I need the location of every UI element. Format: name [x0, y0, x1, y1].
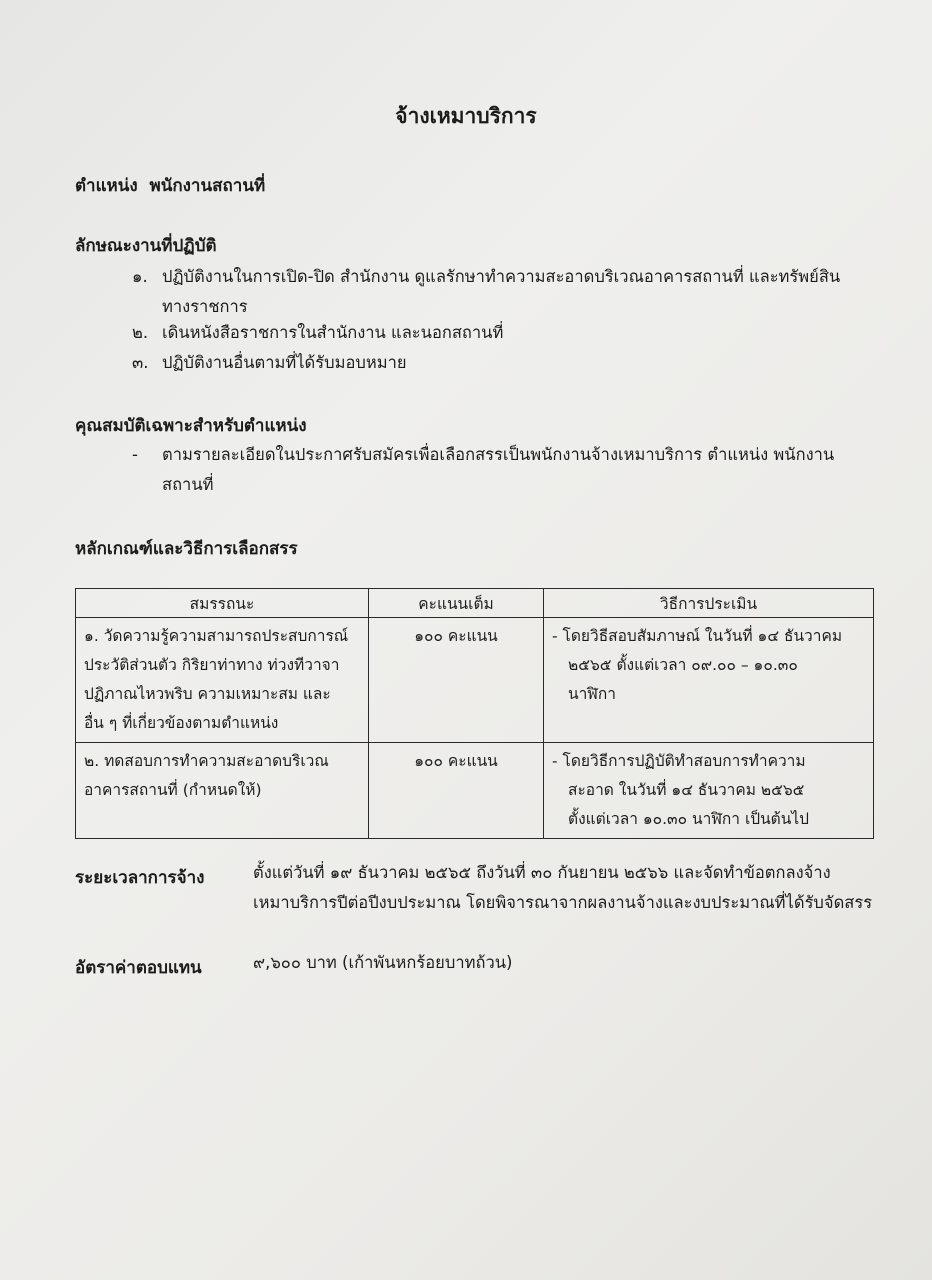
- period-line: ตั้งแต่วันที่ ๑๙ ธันวาคม ๒๕๖๕ ถึงวันที่ ๓๐ กันยายน ๒๕๖๖ และจัดทำข้อตกลงจ้าง: [253, 863, 831, 882]
- position-label: ตำแหน่ง: [75, 176, 138, 196]
- qualifications-line: สถานที่: [162, 475, 214, 494]
- table-row: [76, 743, 874, 839]
- document-title: จ้างเหมาบริการ: [395, 104, 537, 128]
- score-cell: ๑๐๐ คะแนน: [369, 618, 544, 743]
- column-header-competency: สมรรถนะ: [76, 589, 369, 618]
- method-cell: [544, 618, 874, 743]
- cell-line: ๑. วัดความรู้ความสามารถประสบการณ์: [84, 627, 349, 645]
- duties-heading: ลักษณะงานที่ปฏิบัติ: [75, 236, 217, 256]
- cell-line: สะอาด ในวันที่ ๑๔ ธันวาคม ๒๕๖๕: [568, 781, 805, 799]
- cell-line: ๒๕๖๕ ตั้งแต่เวลา ๐๙.๐๐ – ๑๐.๓๐: [568, 656, 798, 674]
- cell-line: ๒. ทดสอบการทำความสะอาดบริเวณ: [84, 752, 329, 770]
- cell-line: นาฬิกา: [568, 685, 616, 703]
- cell-line: ปฏิภาณไหวพริบ ความเหมาะสม และ: [84, 685, 331, 703]
- qualifications-line: ตามรายละเอียดในประกาศรับสมัครเพื่อเลือกสรรเป็นพนักงานจ้างเหมาบริการ ตำแหน่ง พนักงาน: [162, 445, 835, 464]
- cell-line: ประวัติส่วนตัว กิริยาท่าทาง ท่วงทีวาจา: [84, 656, 340, 674]
- table-header-row: [76, 589, 874, 618]
- duty-number: ๑.: [132, 267, 148, 286]
- position-line: [75, 172, 265, 199]
- compensation-value: ๙,๖๐๐ บาท (เก้าพันหกร้อยบาทถ้วน): [253, 953, 513, 972]
- table-row: [76, 618, 874, 743]
- column-header-method: วิธีการประเมิน: [544, 589, 874, 618]
- column-header-score: คะแนนเต็ม: [369, 589, 544, 618]
- score-cell: ๑๐๐ คะแนน: [369, 743, 544, 839]
- duty-item: เดินหนังสือราชการในสำนักงาน และนอกสถานที่: [162, 323, 504, 342]
- cell-line: ตั้งแต่เวลา ๑๐.๓๐ นาฬิกา เป็นต้นไป: [568, 810, 809, 828]
- duty-line: ทางราชการ: [162, 297, 248, 316]
- period-line: เหมาบริการปีต่อปีงบประมาณ โดยพิจารณาจากผลงานจ้างและงบประมาณที่ได้รับจัดสรร: [253, 893, 873, 912]
- duty-item: ปฏิบัติงานอื่นตามที่ได้รับมอบหมาย: [162, 353, 407, 372]
- duty-line: ปฏิบัติงานในการเปิด-ปิด สำนักงาน ดูแลรักษาทำความสะอาดบริเวณอาคารสถานที่ และทรัพย์สิน: [162, 267, 841, 286]
- duty-item: [162, 262, 840, 322]
- criteria-heading: หลักเกณฑ์และวิธีการเลือกสรร: [75, 539, 298, 559]
- criteria-table: [75, 588, 874, 839]
- cell-line: อาคารสถานที่ (กำหนดให้): [84, 781, 262, 799]
- position-value: พนักงานสถานที่: [149, 176, 266, 196]
- period-label: ระยะเวลาการจ้าง: [75, 868, 205, 888]
- cell-line: อื่น ๆ ที่เกี่ยวข้องตามตำแหน่ง: [84, 714, 279, 732]
- period-text: [253, 858, 872, 918]
- duty-number: ๒.: [132, 323, 149, 342]
- qualifications-heading: คุณสมบัติเฉพาะสำหรับตำแหน่ง: [75, 416, 307, 436]
- qualifications-text: [162, 440, 834, 500]
- cell-line: - โดยวิธีสอบสัมภาษณ์ ในวันที่ ๑๔ ธันวาคม: [552, 627, 843, 645]
- compensation-label: อัตราค่าตอบแทน: [75, 958, 202, 978]
- method-cell: [544, 743, 874, 839]
- bullet-dash: -: [132, 445, 138, 464]
- competency-cell: [76, 618, 369, 743]
- competency-cell: [76, 743, 369, 839]
- duty-number: ๓.: [132, 353, 149, 372]
- cell-line: - โดยวิธีการปฏิบัติทำสอบการทำความ: [552, 752, 806, 770]
